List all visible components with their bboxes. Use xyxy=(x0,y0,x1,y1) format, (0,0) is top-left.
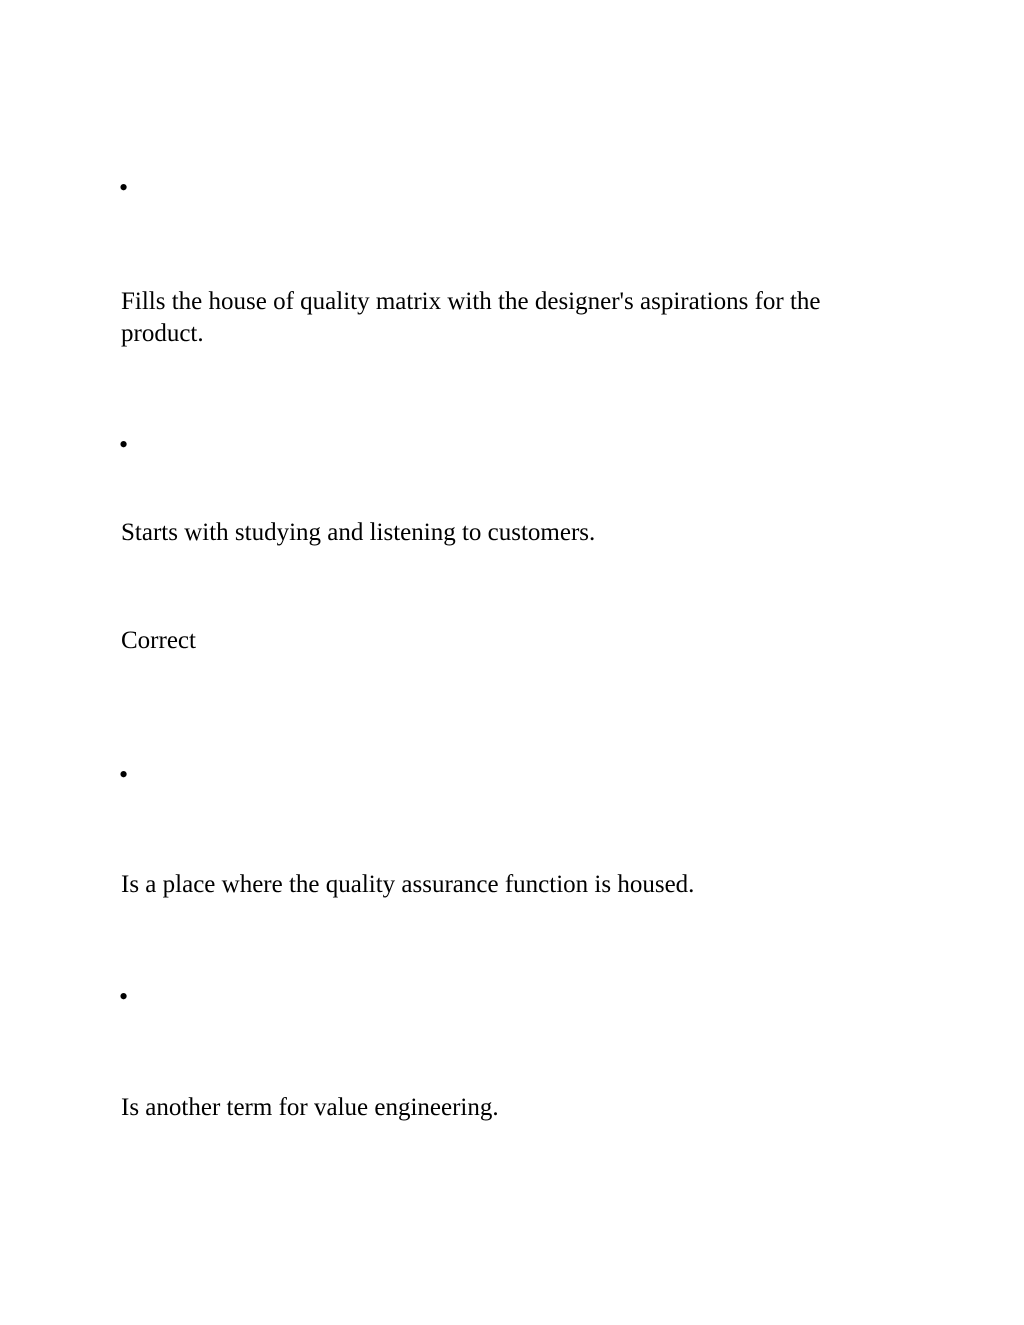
option-text: Is another term for value engineering. xyxy=(121,1094,499,1121)
answer-feedback: Correct xyxy=(121,627,196,654)
bullet-marker: • xyxy=(119,760,129,789)
bullet-marker: • xyxy=(119,982,129,1011)
option-text: Is a place where the quality assurance function is housed. xyxy=(121,871,695,898)
option-text: Fills the house of quality matrix with the designer's aspirations for the product. xyxy=(121,288,821,347)
bullet-marker: • xyxy=(119,430,129,459)
bullet-marker: • xyxy=(119,173,129,202)
option-text: Starts with studying and listening to customers. xyxy=(121,519,596,546)
